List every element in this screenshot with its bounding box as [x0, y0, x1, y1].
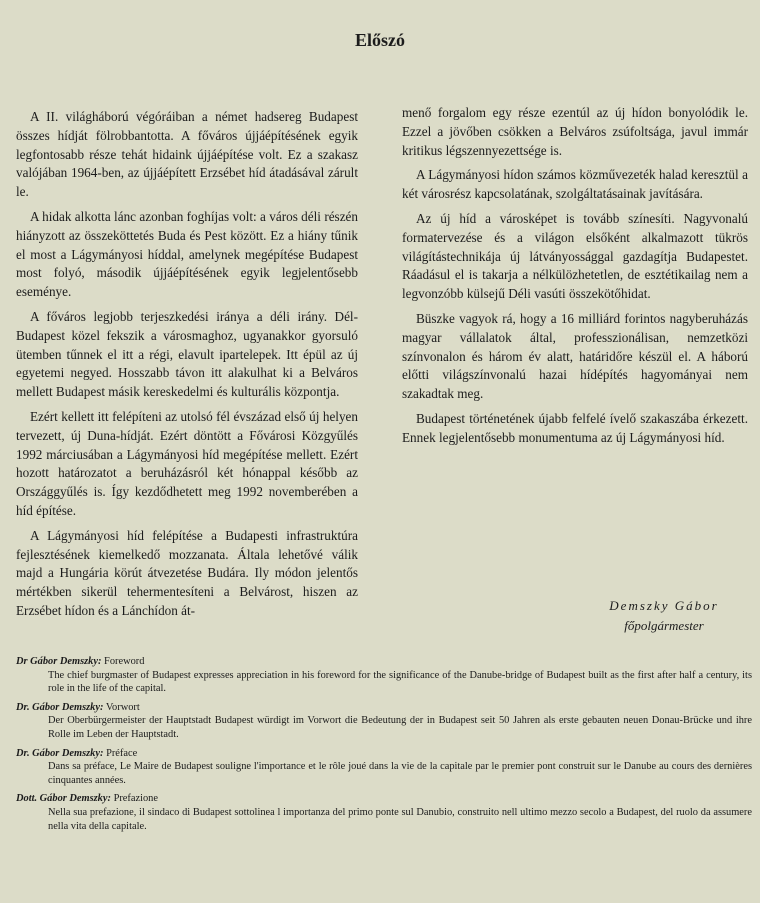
signature-role: főpolgármester: [624, 618, 704, 633]
right-text-column: [402, 104, 748, 454]
paragraph: A hidak alkotta lánc azonban foghíjas volt: a város déli részén hiányzott az összeköttetés Buda és Pest között. Ez a hiány tűnik el most a Lágymányosi híddal, amelynek megépítése Budapest most folyó, második újjáépítésének egyik legjelentősebb eseménye.: [16, 208, 358, 300]
paragraph: A Lágymányosi hídon számos közművezeték halad keresztül a két városrész kapcsolatának, szolgáltatásainak javítására.: [402, 167, 748, 202]
summary-label: Foreword: [104, 656, 145, 667]
signature-name: Demszky Gábor: [609, 598, 719, 613]
paragraph: A főváros legjobb terjeszkedési iránya a déli irány. Dél-Budapest közel fekszik a városmaghoz, ugyanakkor gyorsuló ütemben tűnnek el itt a régi, elavult ipartelepek. Itt épül az új egyetemi negyed. Hosszabb távon itt alakulhat ki a Belváros mellett Budapest másik kereskedelmi és kulturális központja.: [16, 308, 358, 400]
left-text-column: [16, 108, 358, 627]
summary-text: The chief burgmaster of Budapest expresses appreciation in his foreword for the significance of the Danube-bridge of Budapest built as the first after half a century, its role in the life of the capital.: [48, 669, 752, 695]
summary-label: Prefazione: [113, 793, 158, 805]
summary-heading: [16, 747, 752, 761]
summary-entry: [16, 701, 752, 742]
paragraph: A Lágymányosi híd felépítése a Budapesti infrastruktúra fejlesztésének kiemelkedő mozzanata. Általa lehetővé válik majd a Hungária körút átvezetése Budára. Ily módon jelentős mértékben sikerül tehermentesíteni a Belvárost, hiszen az Erzsébet hídon és a Lánchídon át-: [16, 527, 358, 618]
summary-label: Vorwort: [105, 701, 140, 713]
paragraph: menő forgalom egy része ezentúl az új hídon bonyolódik le. Ezzel a jövőben csökken a Belváros zsúfoltsága, javul immár kritikus légszennyezettsége is.: [402, 105, 748, 158]
summary-text: Nella sua prefazione, il sindaco di Budapest sottolinea l importanza del primo ponte sul Danubio, construito nell ultimo mezzo secolo a Budapest, del ruolo da assumere nella vita della capitale.: [48, 806, 752, 832]
page-title: Előszó: [354, 30, 405, 50]
paragraph: Budapest történetének újabb felfelé ívelő szakaszába érkezett. Ennek legjelentősebb monumentuma az új Lágymányosi híd.: [402, 410, 748, 445]
summary-author: Dr. Gábor Demszky:: [16, 701, 104, 713]
summary-heading: [16, 792, 752, 806]
summary-entry: [16, 747, 752, 788]
summary-text: Der Oberbürgermeister der Hauptstadt Budapest würdigt im Vorwort die Bedeutung der in Budapest seit 50 Jahren als erste gebauten neuen Donau-Brücke und ihre Rolle im Leben der Hauptstadt.: [48, 715, 752, 740]
summary-author: Dr Gábor Demszky:: [16, 656, 102, 667]
summary-author: Dr. Gábor Demszky:: [16, 747, 104, 759]
paragraph: A II. világháború végóráiban a német hadsereg Budapest összes hídját fölrobbantotta. A főváros újjáépítésének egyik legfontosabb része tehát hidaink újjáépítése volt. Ez a szakasz valójában 1964-ben, az újjáépített Erzsébet híd átadásával zárult le.: [16, 109, 358, 200]
signature-block: [574, 596, 754, 636]
summary-heading: [16, 701, 752, 715]
paragraph: Büszke vagyok rá, hogy a 16 milliárd forintos nagyberuházás magyar vállalatok által, professzionálisan, nemzetközi színvonalon és három év alatt, határidőre készül el. A háború előtti világszínvonalú hazai hídépítés hagyományai nem szakadtak meg.: [402, 310, 748, 402]
foreign-summaries: [16, 655, 752, 838]
paragraph: Az új híd a városképet is tovább színesíti. Nagyvonalú formatervezése és a világon elsőként alkalmazott tükrös világítástechnikája új látványossággal gazdagítja Budapestet. Ráadásul el is takarja a nélkülözhetetlen, de esztétikailag nem a legvonzóbb külsejű Déli vasúti összekötőhidat.: [402, 210, 748, 302]
summary-author: Dott. Gábor Demszky:: [16, 793, 111, 805]
summary-label: Préface: [106, 747, 138, 759]
summary-heading: [16, 655, 752, 669]
summary-text: Dans sa préface, Le Maire de Budapest souligne l'importance et le rôle joué dans la vie de la capitale par le premier pont construit sur le Danube au cours des dernières cinquantes années.: [48, 761, 752, 786]
paragraph: Ezért kellett itt felépíteni az utolsó fél évszázad első új helyen tervezett, új Duna-hídját. Ezért döntött a Fővárosi Közgyűlés 1992 márciusában a Lágymányosi híd megépítése mellett. Ezért hozott határozatot a beruházásról két hónappal később az Országgyűlés is. Így kezdődhetett meg 1992 novemberében a híd építése.: [16, 408, 358, 518]
summary-entry: [16, 655, 752, 696]
summary-entry: [16, 792, 752, 833]
